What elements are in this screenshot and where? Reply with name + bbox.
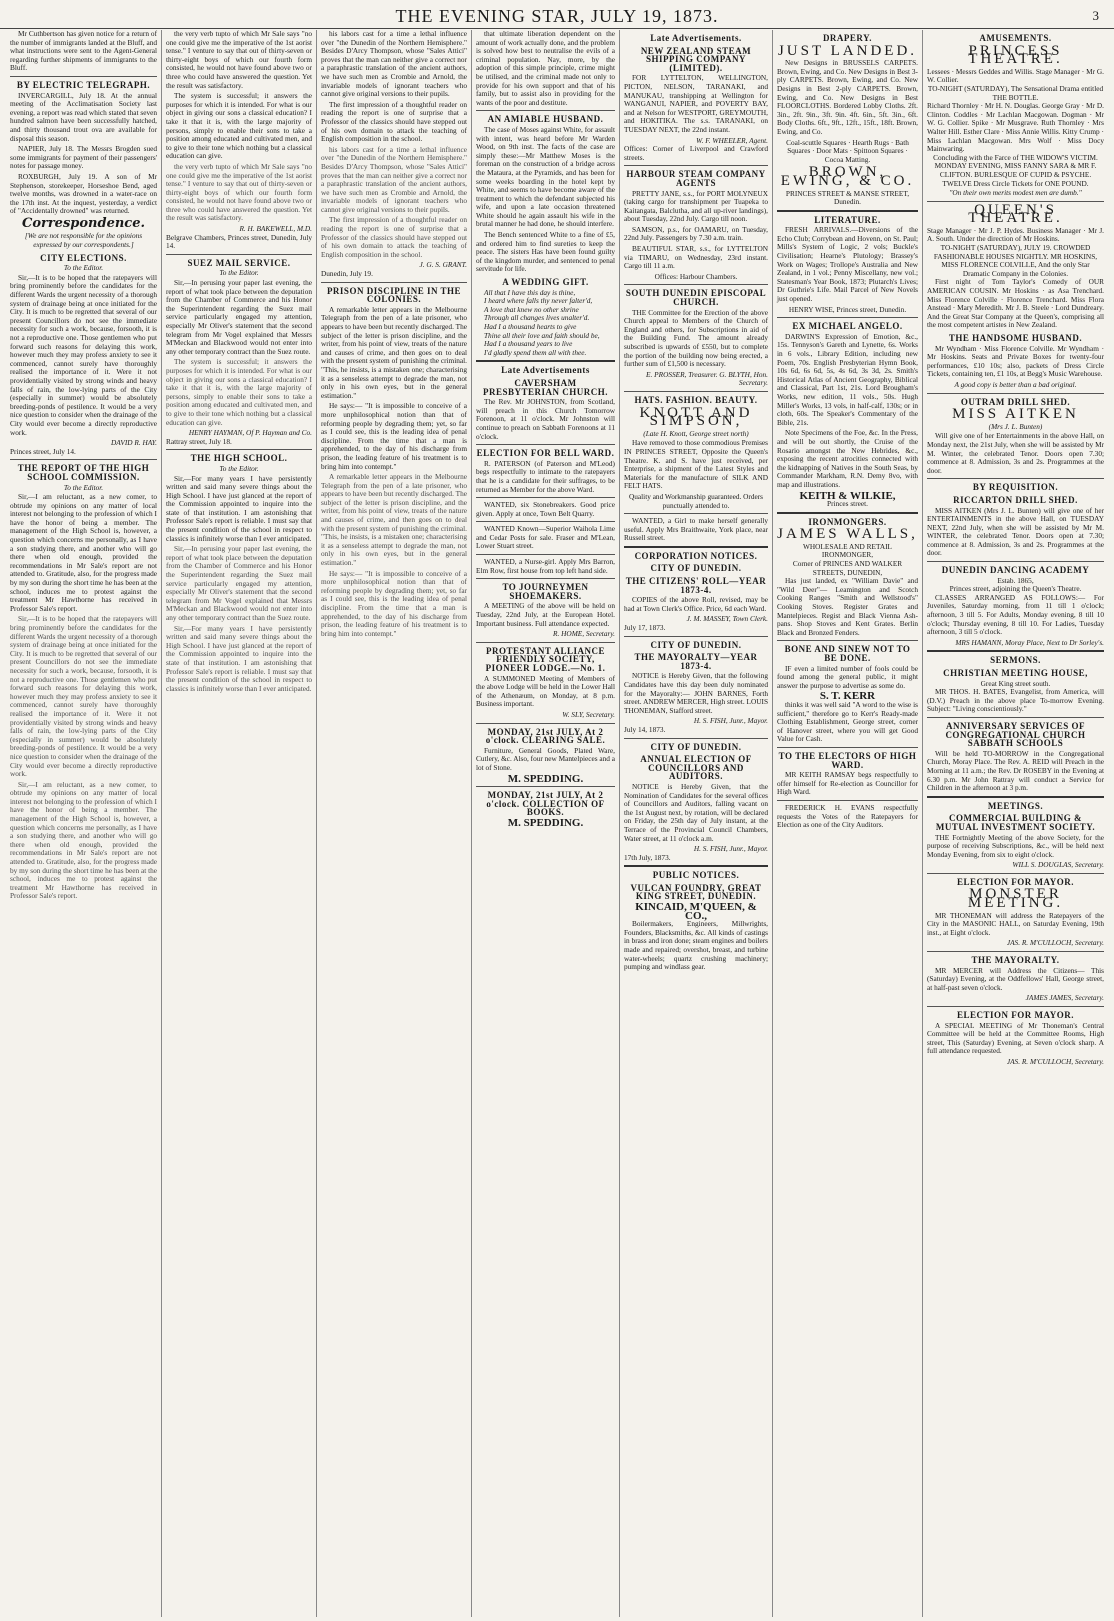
- divider: [476, 578, 615, 579]
- ad-heading: BONE AND SINEW NOT TO BE DONE.: [784, 644, 911, 663]
- ad-heading: ELECTION FOR MAYOR.: [957, 876, 1074, 887]
- ad-text: NOTICE is Hereby Given, that the following Candidates have this day been duly nominated for the Mayoralty:— JOHN BARNES, Forth street. ANDREW MERCER, High street. LOUIS THONEMAN, Stafford street.: [624, 671, 768, 715]
- divider: [777, 210, 918, 212]
- divider: [927, 1006, 1104, 1007]
- ad-text: Quality and Workmanship guaranteed. Orders punctually attended to.: [628, 491, 764, 510]
- signature: HENRY WISE, Princes street, Dunedin.: [788, 304, 907, 314]
- signature: JAS. R. M'CULLOCH, Secretary.: [1006, 1056, 1104, 1066]
- article-text: The first impression of a thoughtful reader on reading the report is one of surprise that a Professor of the classics should have stepped out of his own domain to attack the teaching of English composition in the school.: [321, 215, 467, 259]
- divider: [476, 360, 615, 362]
- article-text: The system is successful; it answers the purposes for which it is intended. For what is our object in giving our sons a classical education? I take it that it is, with the large majority of persons, simply to enable their sons to take a position among educated and cultivated men, and to give to their tone which nothing but a classical education can give.: [166, 91, 312, 161]
- divider: [476, 110, 615, 111]
- ad-text: MISS AITKEN (Mrs J. L. Bunten) will give one of her ENTERTAINMENTS in the above Hall, on TUESDAY NEXT, 22nd July, when she will be assisted by Mr M. WINTER, the celebrated Tenor. Doors open at 7.30; commence at 8. Admission, 3s and 2s. Programmes at the door.: [927, 505, 1104, 558]
- article-heading: THE HIGH SCHOOL.: [190, 453, 288, 464]
- ad-title: S. T. KERR: [819, 690, 876, 703]
- article-heading: THE REPORT OF THE HIGH SCHOOL COMMISSION.: [17, 463, 150, 482]
- divider: [777, 640, 918, 641]
- ad-text: Stage Manager · Mr J. P. Hydes. Business Manager · Mr J. A. South. Under the direction of Mr Hoskins.: [927, 225, 1104, 244]
- divider: [927, 393, 1104, 394]
- divider: [166, 449, 312, 450]
- ad-text: Will be held TO-MORROW in the Congregational Church, Moray Place. The Rev. A. REID will Preach in the Morning at 11 a.m.; the Rev. Dr ROSEBY in the Evening at 6.30 p.m. Mr John Rattray will conduct a Service for Children in the afternoon at 3 p.m.: [927, 748, 1104, 793]
- ad-heading: THE MAYORALTY—YEAR 1873-4.: [634, 652, 758, 671]
- ad-text: R. PATERSON (of Paterson and M'Leod) begs respectfully to intimate to the ratepayers that he is a candidate for their suffrages, to be returned as Member for the above Ward.: [476, 458, 615, 494]
- dateline: Dunedin, July 19.: [321, 269, 373, 279]
- ad-heading: TO JOURNEYMEN SHOEMAKERS.: [502, 582, 589, 601]
- ad-heading: MONDAY, 21st JULY, At 2 o'clock. COLLECTION OF BOOKS.: [486, 790, 605, 818]
- article-text: Sir,—In perusing your paper last evening, the report of what took place between the deputation from the Chamber of Commerce and his Honor the Superintendent regarding the Suez mail service particularly engaged my attention, especially Mr Oliver's statement that the second telegram from Mr Vogel explained that Messrs M'Meckan and Blackwood would not enter into any other temporary contract than the Suez route.: [166, 544, 312, 622]
- divider: [10, 459, 157, 460]
- ad-heading: ELECTION FOR BELL WARD.: [476, 448, 615, 459]
- masthead-title: THE EVENING STAR, JULY 19, 1873.: [395, 6, 719, 26]
- divider: [624, 284, 768, 285]
- editorial-note: [We are not responsible for the opinions expressed by our correspondents.]: [24, 231, 143, 250]
- ad-text: COPIES of the above Roll, revised, may be had at Town Clerk's Office. Price, 6d each Ward.: [624, 595, 768, 613]
- ad-text: FOR LYTTELTON, WELLINGTON, PICTON, NELSON, TARANAKI, and MANUKAU, transhipping at Wellington for WANGANUI, NAPIER, and POVERTY BAY, and at Nelson for WESTPORT, GREYMOUTH, and HOKITIKA. The s.s. TARANAKI, on TUESDAY NEXT, the 22nd instant.: [624, 73, 768, 134]
- article-text: that ultimate liberation dependent on the amount of work actually done, and the problem is solved how best to neutralise the evils of a criminal population. Nay, more, by the adoption of this simple principle, crime might be utilised, and the criminal made not only to provide for his own support and that of his family, but to assist also in providing for the wants of the poor and destitute.: [476, 30, 615, 107]
- divider: [624, 636, 768, 637]
- dateline: July 14, 1873.: [624, 724, 666, 734]
- signature: JAMES JAMES, Secretary.: [1025, 993, 1104, 1003]
- poem: All that I have this day is thine, I heard where falls thy never falter'd, A love that knew no other shrine Through all changes lives unalter'd. Had I a thousand hearts to give Thine all their love and faith should be, Had I a thousand years to live I'd gladly spend them all with thee.: [484, 287, 600, 357]
- ad-heading: HATS. FASHION. BEAUTY.: [634, 394, 758, 405]
- signature: J. M. MASSEY, Town Clerk.: [686, 614, 768, 624]
- article-text: his labors cast for a time a lethal influence over "the Dunedin of the Northern Hemisphere." Besides D'Arcy Thompson, whose "Sales Attici" proves that the man can neither give a correct nor a paraphrastic translation of the ancient authors, we have such men as Crombie and Arnold, the invariable models of ignorant teachers who cannot give original versions to their pupils.: [321, 30, 467, 99]
- ad-text: MR KEITH RAMSAY begs respectfully to offer himself for Re-election as Councillor for High Ward.: [777, 770, 918, 797]
- ad-text: MR THONEMAN will address the Ratepayers of the City in the MASONIC HALL, on Saturday Evening, 19th inst., at Eight o'clock.: [927, 910, 1104, 937]
- article-text: the very verb tupto of which Mr Sale says "no one could give me the imperative of the 1st aorist tense." I venture to say that out of thirty-seven or thirty-eight boys of which our fourth form consisted, he would not have found above two or three who could have answered the question. Yet the result was satisfactory.: [166, 161, 312, 223]
- ad-title: KEITH & WILKIE,: [799, 489, 896, 502]
- divider: [476, 642, 615, 643]
- signature: H. S. FISH, Junr., Mayor.: [693, 716, 768, 726]
- article-text: He says:— "It is impossible to conceive of a more unphilosophical notion than that of reforming people by degrading them; yet, so far as I could see, this is the leading idea of penal discipline. From the time that a man is apprehended, to the day of his discharge from prison, the leading feature of his treatment is to bring him into contempt.": [321, 568, 467, 638]
- section-heading: BY ELECTRIC TELEGRAPH.: [16, 79, 151, 90]
- ad-text: PRETTY JANE, s.s., for PORT MOLYNEUX (taking cargo for transhipment per Tuapeka to Kaitangata, Balclutha, and all up-river landings), about Tuesday, 22nd July. Cargo till noon.: [624, 188, 768, 224]
- article-text: Sir,—In perusing your paper last evening, the report of what took place between the deputation from the Chamber of Commerce and his Honor the Superintendent regarding the Suez mail service particularly engaged my attention, especially Mr Oliver's statement that the second telegram from Mr Vogel explained that Messrs M'Meckan and Blackwood would not enter into any other temporary contract than the Suez route.: [166, 278, 312, 356]
- ad-heading: DUNEDIN DANCING ACADEMY: [941, 565, 1090, 576]
- ad-text: DARWIN'S Expression of Emotion, &c., 15s. Tennyson's Gareth and Lynette, 6s. Works in 6 vols., Library Edition, including new Poem, 70s. English Presbyterian Hymn Book, 10s 6d, 6s 6d, 5s, 4s 6d, 3s 3d, 2s. Smith's Historical Atlas of Ancient Geography, Biblical and Classical, Part 1st, 21s. Lord Brougham's Works, new edition, 11 vols., 50s. Hugh Miller's Works, 13 vols, in half-calf, 130s; or in cloth, 60s. The Speaker's Commentary of the Bible, 21s.: [777, 331, 918, 427]
- dateline: July 17, 1873.: [624, 623, 666, 633]
- ad-subtitle: (Late H. Knott, George street north): [643, 428, 749, 438]
- section-heading: AMUSEMENTS.: [979, 33, 1052, 43]
- auctioneer: M. SPEDDING.: [507, 772, 584, 785]
- ad-heading: THE MAYORALTY.: [971, 955, 1060, 966]
- column-7: [923, 30, 1108, 1617]
- signature: W. SLY, Secretary.: [562, 709, 615, 719]
- ad-heading: PROTESTANT ALLIANCE FRIENDLY SOCIETY, PIONEER LODGE.—No. 1.: [485, 645, 606, 673]
- divider: [10, 76, 157, 77]
- divider: [927, 796, 1104, 798]
- cast-list: Richard Thornley · Mr H. N. Douglas. George Gray · Mr D. Clinton. Coddles · Mr Lachlan Macgowan. Dogman · Mr W. G. Collier. Spike · Mr Musgrave. Ruth Thornley · Mrs Walter Hill. Esther Clare · Miss Annie Willis. Kitty Crump · Miss Lachlan Macgowan. Mrs Wolf · Miss Docy Mainwaring.: [927, 101, 1104, 154]
- ad-text: Offices: Corner of Liverpool and Crawford streets.: [624, 144, 768, 162]
- ad-text: Note Specimens of the Foe, &c. In the Press, and will be out shortly, the Cruise of the Rosario amongst the New Hebrides, &c., exposing the recent atrocities connected with the kidnapping of Natives in the South Seas, by Commander Markham, R.N. Demy 8vo, with map and illustrations.: [777, 428, 918, 489]
- article-heading: A WEDDING GIFT.: [502, 277, 589, 288]
- divider: [927, 873, 1104, 874]
- signature: H. S. FISH, Junr., Mayor.: [693, 844, 768, 854]
- ad-text: Lessees · Messrs Geddes and Willis. Stage Manager · Mr G. W. Collier.: [927, 66, 1104, 85]
- telegram: NAPIER, July 18. The Messrs Brogden sued some immigrants for payment of their passengers' notes for passage money.: [10, 144, 157, 171]
- signature: R. HOME, Secretary.: [553, 629, 615, 639]
- salutation: To the Editor.: [219, 268, 259, 278]
- signature: HENRY HAYMAN, Of P. Hayman and Co.: [188, 428, 312, 438]
- ad-heading: ANNIVERSARY SERVICES OF CONGREGATIONAL CHURCH SABBATH SCHOOLS: [945, 720, 1086, 749]
- article-heading: CITY ELECTIONS.: [40, 252, 127, 263]
- signature: JAS. R. M'CULLOCH, Secretary.: [1006, 938, 1104, 948]
- ad-text: A SPECIAL MEETING of Mr Thoneman's Central Committee will be held at the Committee Rooms, High street, This (Saturday) Evening, at Seven o'clock sharp. A full attendance requested.: [927, 1020, 1104, 1056]
- masthead: [0, 6, 1114, 29]
- ad-title: QUEEN'S THEATRE.: [968, 201, 1063, 227]
- ad-text: TO-NIGHT (SATURDAY), JULY 19. CROWDED FASHIONABLE HOUSES NIGHTLY. MR HOSKINS, MISS FLORENCE COLVILLE, And the only Star Dramatic Company in the Colonies.: [933, 243, 1098, 278]
- ad-text: Have removed to those commodious Premises IN PRINCES STREET, Opposite the Queen's Theatre. K. and S. have just received, per Enterprise, a shipment of the Latest Styles and Materials for the manufacture of SILK AND FELT HATS.: [624, 438, 768, 491]
- article-text: Sir,—It is to be hoped that the ratepayers will bring prominently before the candidates for the different Wards the urgent necessity of a thorough system of drainage being at once initiated for the City. It is much to be regretted that several of our present Councillors do not see the immediate necessity for such a work, because, forsooth, it is not a reproductive one. Those gentlemen who put forward such reasons for delaying this work, however much they may profess anxiety to see it commenced, cannot surely have thoroughly realised the importance of it. Were it not providentially visited by strong winds and heavy falls of rain, the low-lying parts of the City (especially in summer) would be absolutely breeding-ponds of pestilence. It would be a very nice question to consider when the drainage of the City would ever become a directly reproductive work.: [10, 272, 157, 437]
- ad-text: Concluding with the Farce of THE WIDOW'S VICTIM. MONDAY EVENING, MISS FANNY SARA & MR F. CLIFTON. BURLESQUE OF CUPID & PSYCHE. TWELVE Dress Circle Tickets for ONE POUND.: [933, 152, 1098, 188]
- article-text: the very verb tupto of which Mr Sale says "no one could give me the imperative of the 1st aorist tense." I venture to say that out of thirty-seven or thirty-eight boys of which our fourth form consisted, he would not have found above two or three who could have answered the question. Yet the result was satisfactory.: [166, 30, 312, 90]
- dateline: 17th July, 1873.: [624, 852, 671, 862]
- ad-heading: CITY OF DUNEDIN.: [650, 639, 742, 650]
- signature: E. PROSSER, Treasurer. G. BLYTH, Hon. Secretary.: [646, 369, 768, 388]
- section-heading: DRAPERY.: [822, 33, 873, 43]
- divider: [166, 254, 312, 255]
- divider: [777, 747, 918, 748]
- divider: [624, 513, 768, 514]
- ad-heading: ANNUAL ELECTION OF COUNCILLORS AND AUDITORS.: [640, 754, 752, 782]
- ad-text: Boilermakers, Engineers, Millwrights, Founders, Blacksmiths, &c. All kinds of castings in brass and iron done; steam engines and boilers made and repaired; overshot, breast, and turbine water-wheels; quartz crushing machinery; pumping and windlass gear.: [624, 919, 768, 972]
- signature: DAVID R. HAY.: [111, 438, 157, 448]
- divider: [927, 717, 1104, 718]
- ad-heading: THE HANDSOME HUSBAND.: [948, 333, 1083, 343]
- ad-text: Will give one of her Entertainments in the above Hall, on Monday next, the 21st July, when she will be assisted by Mr M. Winter, the celebrated Tenor. Doors open 7.30; commence at 8. Admission, 3s and 2s. Programmes at the door.: [927, 431, 1104, 475]
- ad-heading: EX MICHAEL ANGELO.: [792, 321, 903, 332]
- ad-address: Princes street, adjoining the Queen's Theatre.: [949, 584, 1082, 594]
- divider: [624, 391, 768, 392]
- section-heading: PUBLIC NOTICES.: [652, 870, 740, 881]
- ad-text: A MEETING of the above will be held on Tuesday, 22nd July, at the European Hotel. Important business. Full attendance expected.: [476, 601, 615, 628]
- ad-text: WANTED Known—Superior Waihola Lime and Cedar Posts for sale. Fraser and M'Lean, Lower Stuart street.: [476, 524, 615, 551]
- signature: W. F. WHEELER, Agent.: [696, 135, 768, 145]
- ad-text: New Designs in BRUSSELS CARPETS. Brown, Ewing, and Co. New Designs in Best 3-ply CARPETS. Brown, Ewing, and Co. New Designs in Best 2-ply CARPETS. Brown, Ewing, and Co. New Designs in Best FLOORCLOTHS. Bordered Lobby Cloths. 2ft. 3in., 2ft. 9in., 3ft. 9in. 4ft. 6in., 5ft. 3in., 6ft. Body Cloths. 6ft., 9ft., 12ft., 15ft., 18ft. Brown, Ewing, and Co.: [777, 58, 918, 136]
- divider: [476, 786, 615, 787]
- ad-text: SAMSON, p.s., for OAMARU, on Tuesday, 22nd July. Passengers by 7.30 a.m. train.: [624, 224, 768, 243]
- ad-quote: A good copy is better than a bad original.: [954, 379, 1077, 389]
- ad-text: The Rev. Mr JOHNSTON, from Scotland, will preach in this Church Tomorrow Forenoon, at 11 o'clock. Mr Johnston will continue to preach on Sabbath Forenoons at 11 o'clock.: [476, 397, 615, 441]
- ad-address: Great King street south.: [980, 678, 1051, 688]
- ad-heading: CAVERSHAM PRESBYTERIAN CHURCH.: [482, 377, 608, 397]
- ad-heading: BY REQUISITION.: [972, 482, 1059, 493]
- page-number: 3: [1092, 8, 1100, 23]
- ad-heading: THE CITIZENS' ROLL—YEAR 1873-4.: [625, 576, 767, 595]
- ad-title: KINCAID, M'QUEEN, & CO.,: [635, 901, 757, 922]
- signature: MRS HAMANN, Moray Place, Next to Dr Sorley's.: [955, 637, 1104, 647]
- divider: [777, 512, 918, 514]
- ad-text: Has just landed, ex "William Davie" and "Wild Deer"— Leamington and Scotch Cooking Ranges "Smith and Wellstood's" Cooking Stoves. Register Grates and Mantelpieces. Regist and Black Vienna Ash-pans. Shop Stoves and Kent Grates. Berlin Black and Bronzed Fenders.: [777, 576, 918, 637]
- article-text: The case of Moses against White, for assault with intent, was heard before Mr Warden Wood, on 9th inst. The facts of the case are simply these:—Mr Matthew Moses is the foreman on the construction of a bridge across the Mataura, at the Pyramids, and has been for some weeks boarding in the hotel kept by White, and seems to have become aware of the treatment to which the defendant subjected his wife, and upon a late occasion threatened White should he again assault his wife in the brutal manner he had done, he should interfere.: [476, 124, 615, 229]
- signature: WILL S. DOUGLAS, Secretary.: [1012, 860, 1104, 870]
- divider: [624, 865, 768, 867]
- ad-heading: NEW ZEALAND STEAM SHIPPING COMPANY (LIMITED).: [640, 45, 752, 73]
- ad-heading: COMMERCIAL BUILDING & MUTUAL INVESTMENT SOCIETY.: [935, 813, 1096, 832]
- ad-text: THE Fortnightly Meeting of the above Society, for the purpose of receiving Subscriptions, &c., will be held next Monday Evening, from six to eight o'clock.: [927, 832, 1104, 859]
- article-text: A remarkable letter appears in the Melbourne Telegraph from the pen of a late prisoner, who appears to have been but recently discharged. The subject of the letter is prison discipline, and the writer, from his point of view, treats of the nature and causes of crime, and then goes on to deal with the present system of punishing the criminal. "This, he insists, is a mistaken one; characterising it as a senseless attempt to degrade the man, not only in his own eyes, but in the general estimation.": [321, 304, 467, 400]
- article-text: Sir,—For many years I have persistently written and said many severe things about the High School. I have just glanced at the report of the Commission appointed to inquire into the state of that institution. I am astonishing that Professor Sale's report is reliable. I must say that the present condition of the school in respect to classics is infinitely worse than I ever anticipated.: [166, 623, 312, 693]
- ad-title: MISS AITKEN: [952, 406, 1079, 423]
- auctioneer: M. SPEDDING.: [507, 816, 584, 829]
- divider: [476, 554, 615, 555]
- divider: [476, 444, 615, 445]
- ad-text: MR MERCER will Address the Citizens— This (Saturday) Evening, at the Oddfellows' Hall, George street, at half-past seven o'clock.: [927, 965, 1104, 992]
- article-text: He says:— "It is impossible to conceive of a more unphilosophical notion than that of reforming people by degrading them; yet, so far as I could see, this is the leading idea of penal discipline. From the time that a man is apprehended, to the day of his discharge from prison, the leading feature of his treatment is to bring him into contempt.": [321, 401, 467, 471]
- ad-text: Mr Wyndham · Miss Florence Colville. Mr Wyndham · Mr Hoskins. Seats and Private Boxes for twenty-four performances, £10 10s; also, packets of Dress Circle Tickets, containing ten, £1 10s, at Begg's Music Warehouse.: [927, 343, 1104, 379]
- ad-heading: SOUTH DUNEDIN EPISCOPAL CHURCH.: [625, 288, 767, 308]
- divider: [927, 561, 1104, 562]
- column-2: [162, 30, 317, 1617]
- ad-heading: CHRISTIAN MEETING HOUSE,: [943, 668, 1088, 678]
- ad-text: THE Committee for the Erection of the above Church appeal to Members of the Church of England and others, for Subscriptions in aid of the Building Fund. The amount already subscribed is upwards of £550, but to complete the portion of the building now being erected, a further sum of £1,500 is necessary.: [624, 307, 768, 369]
- ad-title: MONSTER MEETING.: [967, 886, 1064, 912]
- ad-quote: "On their own merits modest men are dumb.": [949, 188, 1082, 198]
- column-1: [6, 30, 162, 1617]
- dateline: Rattray street, July 18.: [166, 436, 232, 446]
- divider: [624, 546, 768, 548]
- ad-text: WANTED, a Girl to make herself generally useful. Apply Mrs Braithwaite, York place, near Russell street.: [624, 516, 768, 543]
- ad-address: PRINCES STREET & MANSE STREET, Dunedin.: [785, 188, 910, 207]
- dateline: Princes street, July 14.: [10, 446, 76, 456]
- ad-title: BROWN, EWING, & CO.: [780, 164, 915, 189]
- ad-text: MR THOS. H. BATES, Evangelist, from America, will (D.V.) Preach in the above place To-morrow Evening. Subject: "Living conscientiously.": [927, 687, 1104, 714]
- ad-subtitle: Estab. 1865,: [997, 575, 1034, 585]
- article-text: his labors cast for a time a lethal influence over "the Dunedin of the Northern Hemisphere." Besides D'Arcy Thompson, whose "Sales Attici" proves that the man can neither give a correct nor a paraphrastic translation of the ancient authors, we have such men as Crombie and Arnold, the invariable models of ignorant teachers who cannot give original versions to their pupils.: [321, 144, 467, 214]
- salutation: To the Editor.: [63, 482, 104, 492]
- telegram: INVERCARGILL, July 18. At the annual meeting of the Acclimatisation Society last evening, a report was read which stated that seven hundred salmon have been successfully hatched, and thirty thousand trout ova are available for disposal this season.: [10, 90, 157, 143]
- telegram: ROXBURGH, July 19. A son of Mr Stephenson, storekeeper, Horseshoe Bend, aged twelve months, was drowned in a water-race on the 17th inst. At the inquest, yesterday, a verdict of "Accidentally drowned" was returned.: [10, 171, 157, 216]
- ad-text: thinks it was well said "A word to the wise is sufficient," therefore go to Kerr's Ready-made Clothing Establishment, George street, corner of Hanover street, where you will get Good Value for Cash.: [777, 699, 918, 744]
- ad-text: Offices: Harbour Chambers.: [654, 271, 738, 281]
- ad-title: KNOTT AND SIMPSON,: [639, 404, 753, 430]
- column-6: [773, 30, 923, 1617]
- ad-text: FRESH ARRIVALS.—Diversions of the Echo Club; Corrybean and Hovenn, on St. Paul; Mills's System of Logic, 2 vols; Buckle's Civilisation; Hearne's Plutology; Brassey's Work on Wages; Trollope's Australia and New Zealand, in 1 vol.; Penny Miscellany, new vol.; Statesman's Year Book, 1873; Plutarch's Lives; Dr Guthrie's Life. Mail Parcel of New Novels just opened.: [777, 225, 918, 304]
- ad-heading: VULCAN FOUNDRY, GREAT KING STREET, DUNEDIN.: [630, 882, 762, 902]
- ad-heading: OUTRAM DRILL SHED.: [960, 396, 1071, 407]
- ad-text: FREDERICK H. EVANS respectfully requests the Votes of the Ratepayers for Election as one of the City Auditors.: [777, 802, 918, 830]
- divider: [321, 282, 467, 283]
- ad-text: BEAUTIFUL STAR, s.s., for LYTTELTON via TIMARU, on Wednesday, 23rd instant. Cargo till 11 a.m.: [624, 244, 768, 271]
- section-heading: IRONMONGERS.: [808, 516, 887, 527]
- dateline: Belgrave Chambers, Princes street, Dunedin, July 14.: [166, 232, 312, 251]
- ad-subtitle: WHOLESALE AND RETAIL IRONMONGER,: [803, 541, 892, 560]
- salutation: To the Editor.: [63, 263, 104, 273]
- divider: [476, 497, 615, 498]
- ad-text: WANTED, a Nurse-girl. Apply Mrs Barron, Elm Row, first house from top left hand side.: [476, 557, 615, 575]
- ad-subtitle: (Mrs J. L. Bunten): [988, 421, 1043, 431]
- divider: [624, 165, 768, 166]
- article-text: The first impression of a thoughtful reader on reading the report is one of surprise that a Professor of the classics should have stepped out of his own domain to attack the teaching of English composition in the school.: [321, 99, 467, 144]
- divider: [927, 650, 1104, 652]
- salutation: To the Editor.: [219, 463, 259, 473]
- divider: [927, 478, 1104, 479]
- section-heading: LITERATURE.: [814, 214, 881, 225]
- ad-address: Corner of PRINCES AND WALKER STREETS, DUNEDIN,: [792, 559, 903, 577]
- section-heading: Late Advertisements: [501, 365, 590, 376]
- section-heading: Late Advertisements.: [650, 33, 742, 43]
- divider: [624, 738, 768, 739]
- article-text: Sir,—I am reluctant, as a new comer, to obtrude my opinions on any matter of local interest not belonging to the profession of which I have the honor of being a member. The management of the High School is, however, a question which concerns me personally, as I have a son studying there, and another who will go there when old enough, provided the recommendations in Mr Sale's report are not attended to. Gratitude, also, for the progress made by my son during the short time he has been at the school, induces me to protest against the treatment Mr Hawthorne has received in Professor Sale's report.: [10, 492, 157, 613]
- ad-text: NOTICE is Hereby Given, that the Nomination of Candidates for the several offices of Councillors and Auditors, falling vacant on the 1st August next, by rotation, will be declared on Friday, the 25th day of July instant, at the Terrace of the Provincial Council Chambers, Water street, at 11 o'clock a.m.: [624, 781, 768, 843]
- ad-address: Princes street.: [827, 499, 868, 509]
- ad-text: First night of Tom Taylor's Comedy of OUR AMERICAN COUSIN. Mr Hoskins · as Asa Trenchard. Miss Florence Colville · Florence Trenchard. Miss Flora Anstead · Mary Meredith. Mr J. B. Steele · Lord Dundreary. And the Great Star Company at the Queen's, comprising all the most competent artistes in New Zealand.: [927, 277, 1104, 330]
- article-text: Mr Cuthbertson has given notice for a return of the number of immigrants landed at the Bluff, and what instructions were sent to the Agent-General regarding further shipments of immigrants to the Bluff.: [10, 30, 157, 73]
- divider: [927, 951, 1104, 952]
- signature: J. G. S. GRANT.: [419, 260, 467, 270]
- ad-title: JAMES WALLS,: [777, 526, 918, 543]
- ad-heading: RICCARTON DRILL SHED.: [953, 494, 1078, 505]
- ad-title: JUST LANDED.: [777, 42, 918, 59]
- ad-text: A SUMMONED Meeting of Members of the above Lodge will be held in the Lower Hall of the Athenæum, on Monday, at 8 p.m. Business important.: [476, 673, 615, 709]
- ad-text: Coal-scuttle Squares · Hearth Rugs · Bath Squares · Door Mats · Spittoon Squares · Cocoa Matting.: [786, 137, 909, 164]
- column-4: [472, 30, 620, 1617]
- article-text: Sir,—I am reluctant, as a new comer, to obtrude my opinions on any matter of local interest not belonging to the profession of which I have the honor of being a member. The management of the High School is, however, a question which concerns me personally, as I have a son studying there, and another who will go there when old enough, provided the recommendations in Mr Sale's report are not attended to. Gratitude, also, for the progress made by my son during the short time he has been at the school, induces me to protest against the treatment Mr Hawthorne has received in Professor Sale's report.: [10, 779, 157, 901]
- signature: R. H. BAKEWELL, M.D.: [239, 224, 312, 234]
- article-text: A remarkable letter appears in the Melbourne Telegraph from the pen of a late prisoner, who appears to have been but recently discharged. The subject of the letter is prison discipline, and the writer, from his point of view, treats of the nature and causes of crime, and then goes on to deal with the present system of punishing the criminal. "This, he insists, is a mistaken one; characterising it as a senseless attempt to degrade the man, not only in his own eyes, but in the general estimation.": [321, 472, 467, 568]
- ad-heading: ELECTION FOR MAYOR.: [957, 1010, 1074, 1020]
- article-text: Sir,—For many years I have persistently written and said many severe things about the High School. I have just glanced at the report of the Commission appointed to inquire into the state of that institution. I am astonishing that Professor Sale's report is reliable. I must say that the present condition of the school in respect to classics is infinitely worse than I ever anticipated.: [166, 473, 312, 543]
- article-heading: SUEZ MAIL SERVICE.: [187, 257, 291, 268]
- ad-text: TO-NIGHT (SATURDAY), The Sensational Drama entitled THE BOTTLE.: [927, 83, 1104, 102]
- columns: [6, 30, 1108, 1617]
- divider: [476, 521, 615, 522]
- column-3: [317, 30, 472, 1617]
- divider: [476, 723, 615, 724]
- ad-heading: HARBOUR STEAM COMPANY AGENTS: [626, 169, 766, 188]
- article-text: The system is successful; it answers the purposes for which it is intended. For what is our object in giving our sons a classical education? I take it that it is, with the large majority of persons, simply to enable their sons to take a position among educated and cultivated men, and to give to their tone which nothing but a classical education can give.: [166, 357, 312, 427]
- section-heading: Correspondence.: [21, 215, 146, 231]
- ad-title: PRINCESS THEATRE.: [968, 42, 1063, 68]
- ad-heading: TO THE ELECTORS OF HIGH WARD.: [778, 750, 917, 770]
- ad-text: WANTED, six Stonebreakers. Good price given. Apply at once, Town Belt Quarry.: [476, 500, 615, 518]
- section-heading: CORPORATION NOTICES.: [634, 550, 758, 561]
- article-heading: PRISON DISCIPLINE IN THE COLONIES.: [326, 285, 462, 305]
- ad-heading: CITY OF DUNEDIN.: [650, 741, 742, 752]
- ad-heading: CITY OF DUNEDIN.: [650, 563, 742, 574]
- article-heading: AN AMIABLE HUSBAND.: [487, 114, 604, 125]
- ad-heading: MONDAY, 21st JULY, At 2 o'clock. CLEARING SALE.: [485, 726, 606, 746]
- section-heading: MEETINGS.: [987, 800, 1044, 811]
- column-5: [620, 30, 773, 1617]
- ad-text: IF even a limited number of fools could be found among the general public, it might answer the purpose to advertise as some do.: [777, 663, 918, 690]
- article-text: Sir,—It is to be hoped that the ratepayers will bring prominently before the candidates for the different Wards the urgent necessity of a thorough system of drainage being at once initiated for the City. It is much to be regretted that several of our present Councillors do not see the immediate necessity for such a work, because, forsooth, it is not a reproductive one. Those gentlemen who put forward such reasons for delaying this work, however much they may profess anxiety to see it commenced, cannot surely have thoroughly realised the importance of it. Were it not providentially visited by strong winds and heavy falls of rain, the low-lying parts of the City (especially in summer) would be absolutely breeding-ponds of pestilence. It would be a very nice question to consider when the drainage of the City would ever become a directly reproductive work.: [10, 614, 157, 779]
- section-heading: SERMONS.: [990, 655, 1041, 666]
- article-text: The Bench sentenced White to a fine of £5, and ordered him to find sureties to keep the peace. The sisters Has have been found guilty of the kingdom murder, and sentenced to penal servitude for life.: [476, 230, 615, 274]
- divider: [777, 317, 918, 318]
- divider: [777, 800, 918, 801]
- ad-text: Furniture, General Goods, Plated Ware, Cutlery, &c. Also, four new Mantelpieces and a lot of Stone.: [476, 745, 615, 772]
- ad-text: CLASSES ARRANGED AS FOLLOWS:— For Juveniles, Saturday morning, from 11 till 1 o'clock; afternoon, 3 till 5. For Adults, Monday evening, 8 till 10 o'clock; Thursday evening, 8 till 10. For Ladies, Tuesday afternoon, 3 till 5 o'clock.: [927, 592, 1104, 637]
